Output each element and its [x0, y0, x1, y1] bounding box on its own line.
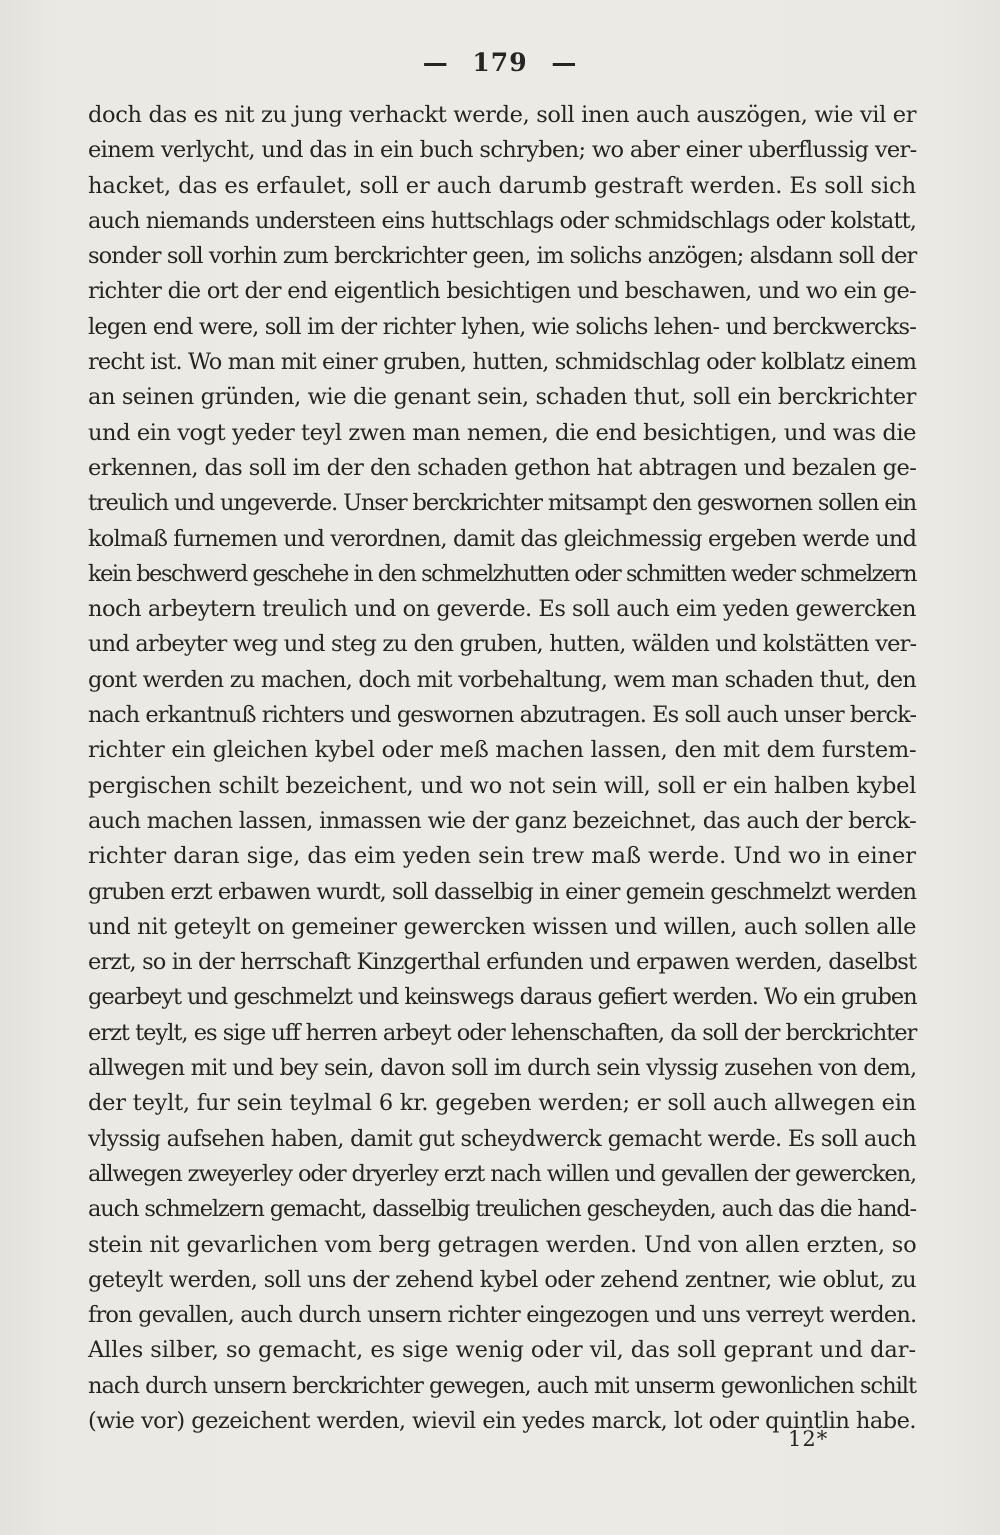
page-number: 179 — [472, 48, 528, 77]
text-line: erzt, so in der herrschaft Kinzgerthal erfunden und erpawen werden, daselbst — [88, 949, 917, 976]
text-line: recht ist. Wo man mit einer gruben, hutten, schmidschlag oder kolblatz einem — [88, 349, 917, 376]
text-line: Alles silber, so gemacht, es sige wenig oder vil, das soll geprant und dar- — [88, 1337, 916, 1364]
text-line: allwegen mit und bey sein, davon soll im durch sein vlyssig zusehen von dem, — [88, 1055, 917, 1082]
text-line: sonder soll vorhin zum berckrichter geen, im solichs anzögen; alsdann soll der — [88, 243, 917, 270]
page-number-dash-left: — — [422, 48, 449, 77]
text-line: und nit geteylt on gemeiner gewercken wissen und willen, auch sollen alle — [88, 913, 917, 940]
text-line: doch das es nit zu jung verhackt werde, soll inen auch auszögen, wie vil er — [88, 102, 917, 128]
text-line: auch machen lassen, inmassen wie der ganz bezeichnet, das auch der berck- — [88, 807, 916, 834]
text-line: gearbeyt und geschmelzt und keinswegs daraus gefiert werden. Wo ein gruben — [88, 984, 917, 1011]
text-line: treulich und ungeverde. Unser berckrichter mitsampt den geswornen sollen ein — [88, 490, 917, 517]
text-line: und ein vogt yeder teyl zwen man nemen, die end besichtigen, und was die — [88, 419, 916, 446]
text-line: gruben erzt erbawen wurdt, soll dasselbig in einer gemein geschmelzt werden — [88, 878, 916, 905]
text-line: nach durch unsern berckrichter gewegen, auch mit unserm gewonlichen schilt — [88, 1372, 916, 1399]
text-line: hacket, das es erfaulet, soll er auch darumb gestraft werden. Es soll sich — [88, 172, 916, 199]
text-line: (wie vor) gezeichent werden, wievil ein yedes marck, lot oder quintlin habe. — [88, 1407, 916, 1434]
text-line: kolmaß furnemen und verordnen, damit das gleichmessig ergeben werde und — [88, 525, 917, 552]
text-line: erzt teylt, es sige uff herren arbeyt oder lehenschaften, da soll der berckrichter — [88, 1019, 917, 1046]
text-line: einem verlycht, und das in ein buch schryben; wo aber einer uberflussig ver- — [88, 137, 917, 164]
text-line: auch schmelzern gemacht, dasselbig treulichen gescheyden, auch das die hand- — [88, 1196, 916, 1223]
text-line: fron gevallen, auch durch unsern richter eingezogen und uns verreyt werden. — [88, 1302, 917, 1329]
text-line: kein beschwerd geschehe in den schmelzhutten oder schmitten weder schmelzern — [88, 560, 916, 587]
page-number-header — [0, 48, 1000, 77]
text-line: gont werden zu machen, doch mit vorbehaltung, wem man schaden thut, den — [88, 666, 916, 693]
signature-mark: 12* — [788, 1427, 829, 1451]
text-line: nach erkantnuß richters und geswornen abzutragen. Es soll auch unser berck- — [88, 702, 917, 729]
text-line: vlyssig aufsehen haben, damit gut scheydwerck gemacht werde. Es soll auch — [88, 1125, 916, 1152]
text-line: erkennen, das soll im der den schaden gethon hat abtragen und bezalen ge- — [88, 454, 917, 481]
text-line: geteylt werden, soll uns der zehend kybel oder zehend zentner, wie oblut, zu — [88, 1266, 916, 1293]
text-line: noch arbeytern treulich und on geverde. Es soll auch eim yeden gewercken — [88, 596, 916, 623]
body-text — [88, 98, 916, 1439]
text-line: richter ein gleichen kybel oder meß machen lassen, den mit dem furstem- — [88, 737, 917, 764]
text-line: und arbeyter weg und steg zu den gruben, hutten, wälden und kolstätten ver- — [88, 631, 917, 658]
text-line: stein nit gevarlichen vom berg getragen werden. Und von allen erzten, so — [88, 1231, 917, 1258]
text-line: an seinen gründen, wie die genant sein, schaden thut, soll ein berckrichter — [88, 384, 916, 411]
text-line: der teylt, fur sein teylmal 6 kr. gegeben werden; er soll auch allwegen ein — [88, 1090, 916, 1117]
text-line: richter daran sige, das eim yeden sein trew maß werde. Und wo in einer — [88, 843, 917, 870]
text-line: auch niemands understeen eins huttschlags oder schmidschlags oder kolstatt, — [88, 207, 916, 234]
page-number-dash-right: — — [551, 48, 578, 77]
text-line: richter die ort der end eigentlich besichtigen und beschawen, und wo ein ge- — [88, 278, 917, 305]
text-line: pergischen schilt bezeichent, und wo not sein will, soll er ein halben kybel — [88, 772, 916, 799]
text-line: legen end were, soll im der richter lyhen, wie solichs lehen- und berckwercks- — [88, 313, 916, 340]
text-line: allwegen zweyerley oder dryerley erzt nach willen und gevallen der gewercken, — [88, 1160, 916, 1187]
